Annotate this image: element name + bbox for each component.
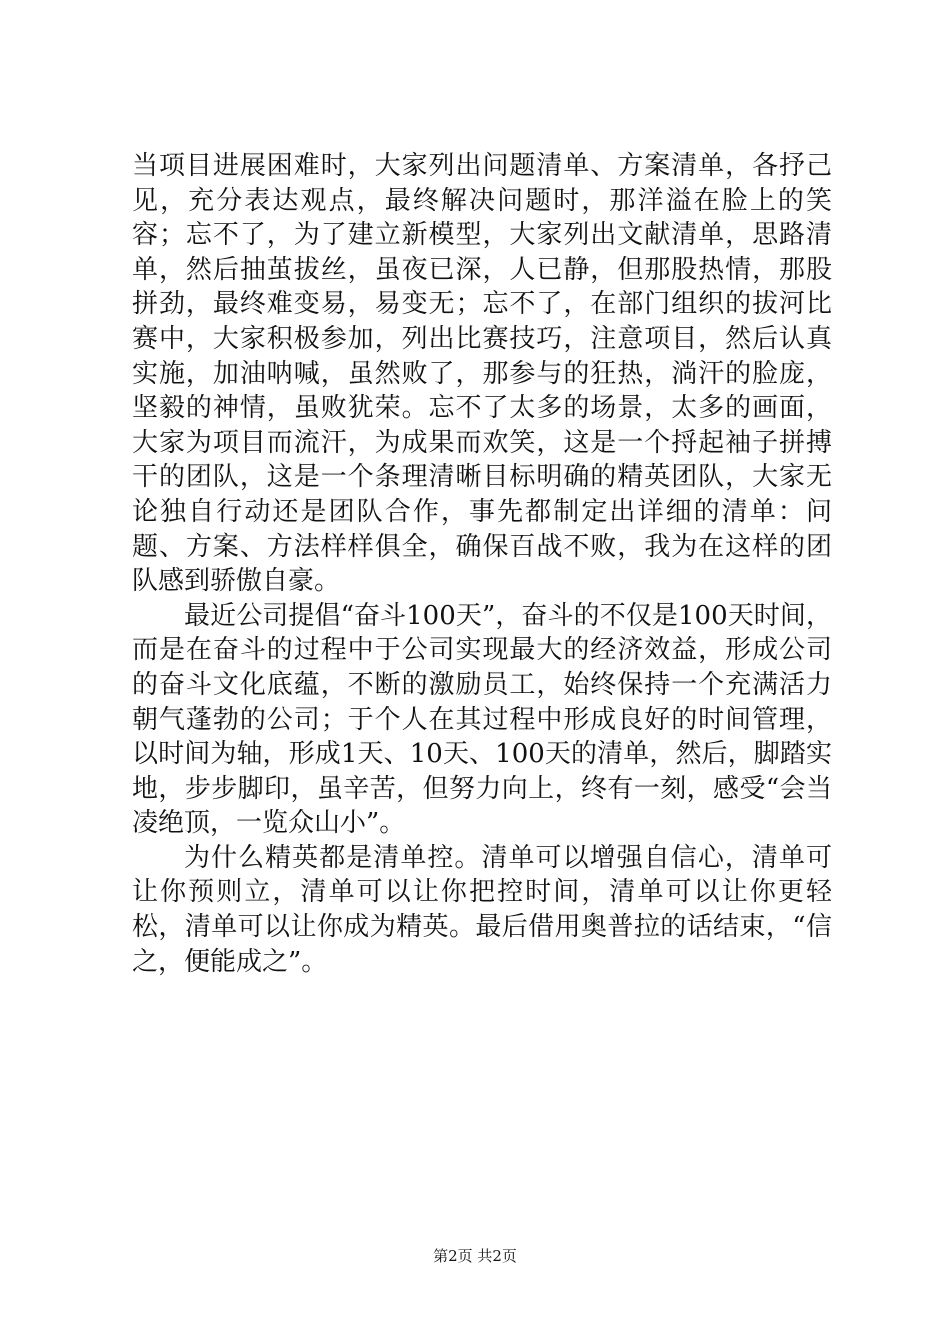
page-footer: 第2页 共2页	[433, 1247, 517, 1265]
paragraph-1: 当项目进展困难时，大家列出问题清单、方案清单，各抒己见，充分表达观点，最终解决问题时，那洋溢在脸上的笑容；忘不了，为了建立新模型，大家列出文献清单，思路清单，然后抽茧拔丝，虽夜已深，人已静，但那股热情，那股拼劲，最终难变易，易变无；忘不了，在部门组织的拔河比赛中，大家积极参加，列出比赛技巧，注意项目，然后认真实施，加油呐喊，虽然败了，那参与的狂热，淌汗的脸庞，坚毅的神情，虽败犹荣。忘不了太多的场景，太多的画面，大家为项目而流汗，为成果而欢笑，这是一个捋起袖子拼搏干的团队，这是一个条理清晰目标明确的精英团队，大家无论独自行动还是团队合作，事先都制定出详细的清单：问题、方案、方法样样俱全，确保百战不败，我为在这样的团队感到骄傲自豪。	[132, 151, 832, 597]
document-body	[132, 149, 832, 979]
paragraph-2: 最近公司提倡“奋斗100天”，奋斗的不仅是100天时间，而是在奋斗的过程中于公司实现最大的经济效益，形成公司的奋斗文化底蕴，不断的激励员工，始终保持一个充满活力朝气蓬勃的公司；于个人在其过程中形成良好的时间管理，以时间为轴，形成1天、10天、100天的清单，然后，脚踏实地，步步脚印，虽辛苦，但努力向上，终有一刻，感受“会当凌绝顶，一览众山小”。	[132, 600, 832, 839]
paragraph-3: 为什么精英都是清单控。清单可以增强自信心，清单可让你预则立，清单可以让你把控时间，清单可以让你更轻松，清单可以让你成为精英。最后借用奥普拉的话结束，“信之，便能成之”。	[132, 842, 832, 977]
